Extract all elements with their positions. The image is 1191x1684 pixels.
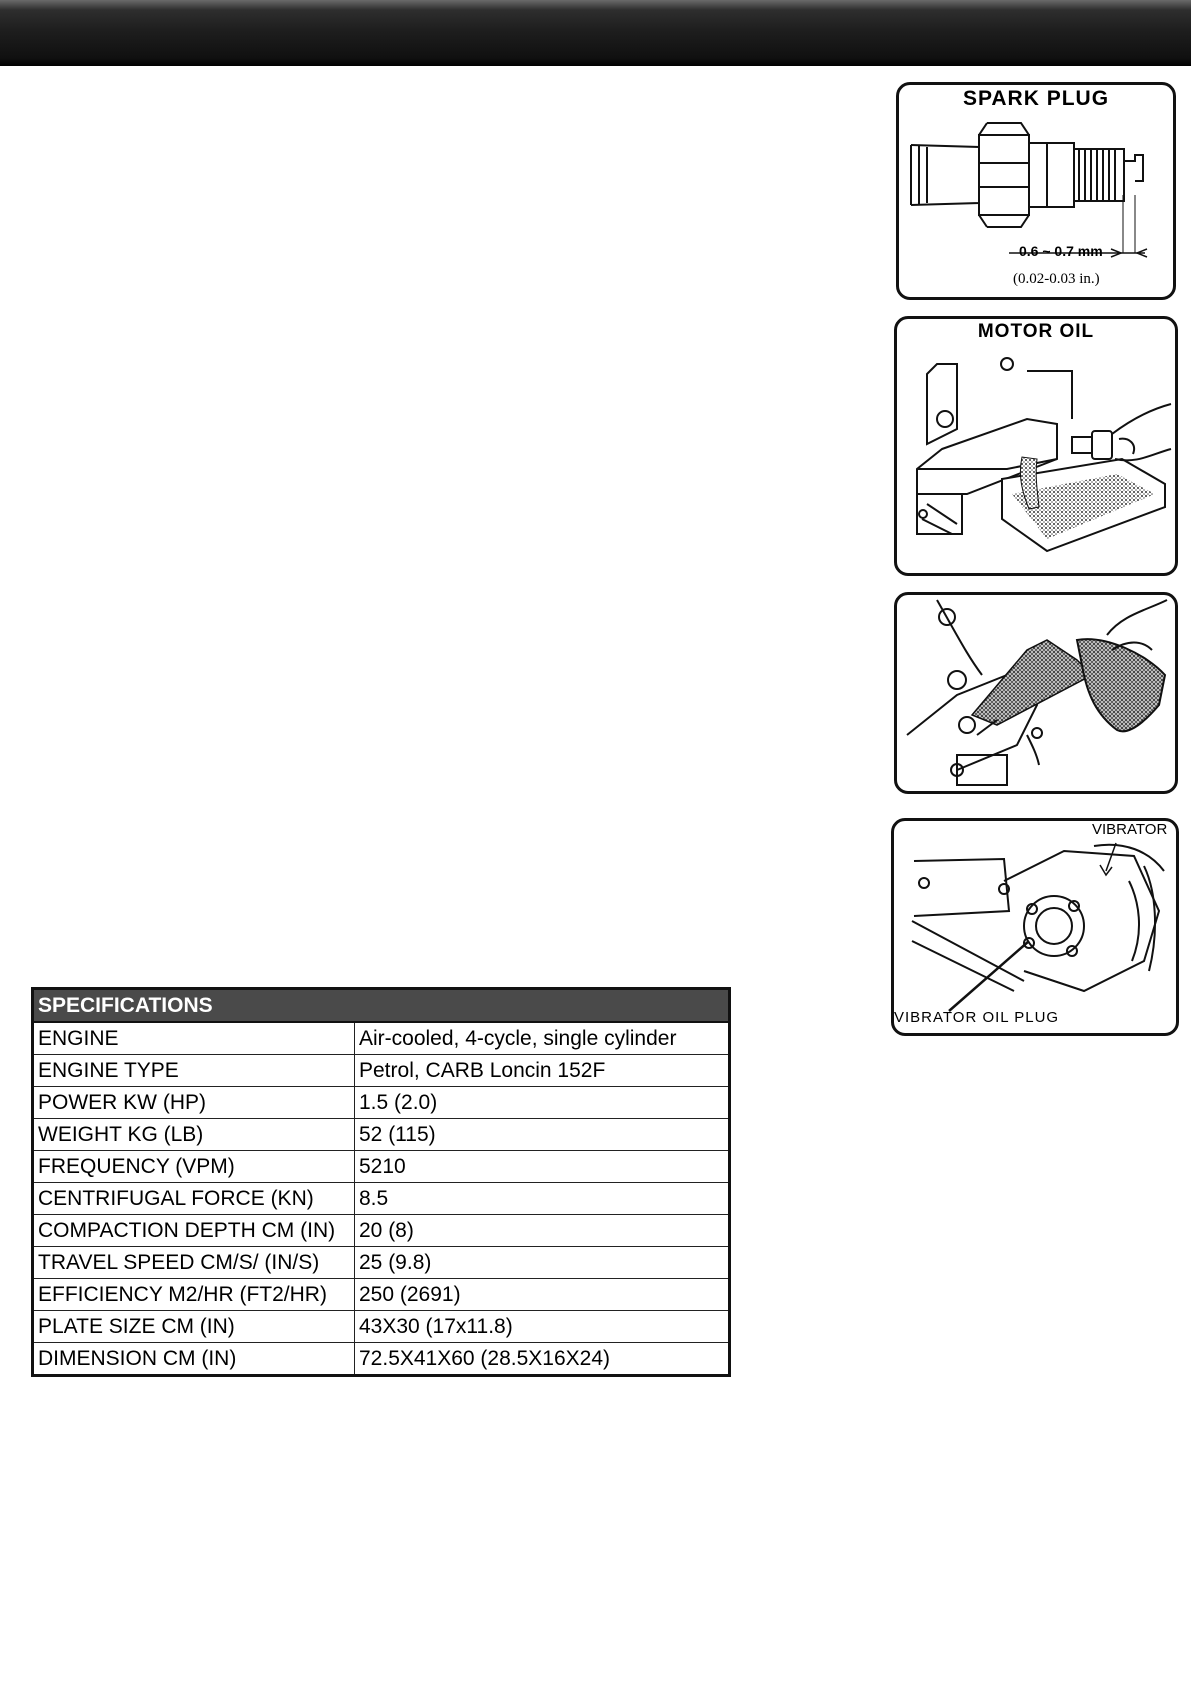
spark-plug-figure	[896, 82, 1176, 300]
spec-row	[33, 1022, 730, 1055]
vibrator-illustration	[894, 821, 1176, 1033]
oil-filling-illustration	[897, 595, 1175, 791]
vibrator-label: VIBRATOR	[1092, 821, 1168, 838]
spec-name: PLATE SIZE CM (IN)	[33, 1311, 355, 1343]
spark-plug-gap-mm: 0.6 ~ 0.7 mm	[1019, 243, 1103, 259]
spec-row	[33, 1183, 730, 1215]
spec-row	[33, 1151, 730, 1183]
spec-name: TRAVEL SPEED CM/S/ (IN/S)	[33, 1247, 355, 1279]
spec-value: 250 (2691)	[355, 1279, 730, 1311]
spec-value: Petrol, CARB Loncin 152F	[355, 1055, 730, 1087]
oil-filling-figure	[894, 592, 1178, 794]
specifications-header-row	[33, 989, 730, 1023]
spec-row	[33, 1279, 730, 1311]
spark-plug-gap-in: (0.02-0.03 in.)	[1013, 271, 1100, 287]
spec-row	[33, 1311, 730, 1343]
spec-name: FREQUENCY (VPM)	[33, 1151, 355, 1183]
spec-value: 25 (9.8)	[355, 1247, 730, 1279]
spec-name: EFFICIENCY M2/HR (FT2/HR)	[33, 1279, 355, 1311]
spec-row	[33, 1343, 730, 1376]
spec-name: COMPACTION DEPTH CM (IN)	[33, 1215, 355, 1247]
spec-value: 1.5 (2.0)	[355, 1087, 730, 1119]
spec-value: 43X30 (17x11.8)	[355, 1311, 730, 1343]
motor-oil-figure	[894, 316, 1178, 576]
spec-row	[33, 1055, 730, 1087]
spec-value: 20 (8)	[355, 1215, 730, 1247]
vibrator-figure	[891, 818, 1179, 1036]
spec-value: Air-cooled, 4-cycle, single cylinder	[355, 1022, 730, 1055]
header-bar	[0, 0, 1191, 66]
motor-oil-illustration	[897, 319, 1175, 573]
spec-row	[33, 1247, 730, 1279]
spec-row	[33, 1119, 730, 1151]
spec-name: WEIGHT KG (LB)	[33, 1119, 355, 1151]
spec-value: 72.5X41X60 (28.5X16X24)	[355, 1343, 730, 1376]
specifications-header: SPECIFICATIONS	[33, 989, 730, 1023]
spec-name: POWER KW (HP)	[33, 1087, 355, 1119]
spec-row	[33, 1215, 730, 1247]
spec-value: 52 (115)	[355, 1119, 730, 1151]
vibrator-oil-plug-label: VIBRATOR OIL PLUG	[894, 1009, 1060, 1026]
spark-plug-illustration	[899, 85, 1173, 297]
spark-plug-title: SPARK PLUG	[962, 87, 1110, 110]
motor-oil-title: MOTOR OIL	[977, 321, 1095, 342]
specifications-table	[31, 987, 731, 1377]
spec-row	[33, 1087, 730, 1119]
spec-name: ENGINE	[33, 1022, 355, 1055]
spec-value: 5210	[355, 1151, 730, 1183]
spec-name: ENGINE TYPE	[33, 1055, 355, 1087]
spec-name: DIMENSION CM (IN)	[33, 1343, 355, 1376]
spec-name: CENTRIFUGAL FORCE (KN)	[33, 1183, 355, 1215]
spec-value: 8.5	[355, 1183, 730, 1215]
